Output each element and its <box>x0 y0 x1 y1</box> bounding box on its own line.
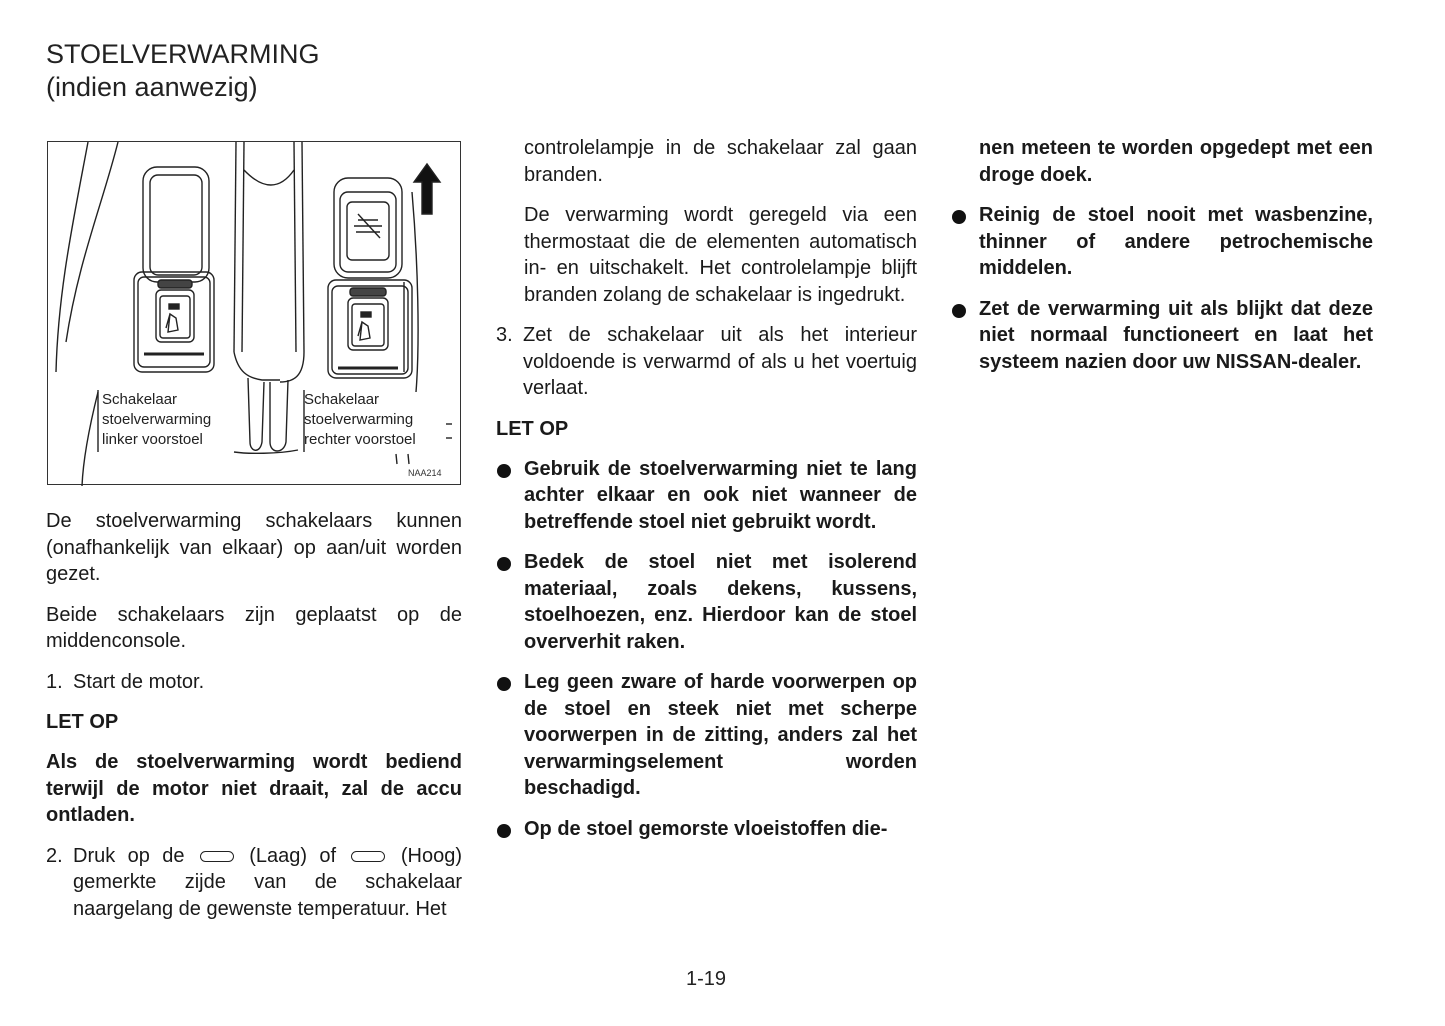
caution-heading-1: LET OP <box>46 711 119 733</box>
step-1 <box>46 669 462 696</box>
paragraph-location: Beide schakelaars zijn geplaatst op de middenconsole. <box>46 603 462 652</box>
left-upper-panel <box>143 167 209 282</box>
step-2-text-b: (Laag) of <box>249 844 337 867</box>
paragraph-thermostat: De verwarming wordt geregeld via een thermostaat die de elementen automatisch in- en uitschakelt. Het controlelampje blijft branden zolang de schakelaar is ingedrukt. <box>524 204 917 306</box>
step-2-number: 2. <box>46 844 63 867</box>
label-right-line-1: Schakelaar <box>304 391 380 408</box>
page-title <box>46 38 320 104</box>
figure-code: NAA214 <box>408 468 442 478</box>
label-left-line-2: stoelverwarming <box>102 411 212 428</box>
caution-bullet-6: Zet de verwarming uit als blijkt dat deze niet normaal functioneert en laat het systeem nazien door uw NISSAN-dealer. <box>951 296 1373 376</box>
label-right-switch <box>304 390 416 450</box>
step-1-text: Start de motor. <box>73 670 205 693</box>
caution-battery: Als de stoelverwarming wordt bediend terwijl de motor niet draait, zal de accu ontladen. <box>46 751 462 826</box>
paragraph-switches: De stoelverwarming schakelaars kunnen (onafhankelijk van elkaar) op aan/uit worden gezet. <box>46 510 462 585</box>
caution-bullet-5: Reinig de stoel nooit met wasbenzine, thinner of andere petrochemische middelen. <box>951 202 1373 282</box>
page-number: 1-19 <box>686 968 727 990</box>
step-3 <box>496 322 917 402</box>
step-2 <box>46 843 462 923</box>
switch-low-icon <box>200 851 234 862</box>
caution-bullet-1: Gebruik de stoelverwarming niet te lang achter elkaar en ook niet wanneer de betreffende stoel niet gebruikt wordt. <box>496 456 917 536</box>
label-left-line-1: Schakelaar <box>102 391 178 408</box>
label-right-line-2: stoelverwarming <box>304 411 414 428</box>
caution-heading-2: LET OP <box>496 417 569 440</box>
seat-heater-switch-illustration <box>47 141 461 485</box>
caution-bullet-2: Bedek de stoel niet met isolerend materiaal, zoals dekens, kussens, stoelhoezen, enz. Hierdoor kan de stoel oververhit raken. <box>496 549 917 655</box>
column-right <box>951 135 1373 375</box>
label-left-switch <box>102 390 211 450</box>
label-right-line-3: rechter voorstoel <box>304 431 416 448</box>
paragraph-lamp: controlelampje in de schakelaar zal gaan branden. <box>524 137 917 186</box>
title-line-2: (indien aanwezig) <box>46 72 258 102</box>
title-line-1: STOELVERWARMING <box>46 39 320 69</box>
label-left-line-3: linker voorstoel <box>102 431 203 448</box>
forward-arrow-icon <box>414 164 440 214</box>
step-2-text-c: (Hoog) gemerkte zijde van de schakelaar naargelang de gewenste temperatuur. Het <box>73 844 462 920</box>
bullet-continuation: nen meteen te worden opgedept met een droge doek. <box>979 137 1373 186</box>
caution-bullet-3: Leg geen zware of harde voorwerpen op de stoel en steek niet met scherpe voorwerpen in de zitting, anders zal het verwarmingselement worden beschadigd. <box>496 669 917 802</box>
step-3-text: Zet de schakelaar uit als het interieur voldoende is verwarmd of als u het voertuig verlaat. <box>523 324 917 399</box>
column-left <box>46 508 462 922</box>
caution-bullet-4: Op de stoel gemorste vloeistoffen die- <box>496 816 917 843</box>
column-middle <box>496 135 917 842</box>
step-3-number: 3. <box>496 324 513 346</box>
switch-high-icon <box>351 851 385 862</box>
step-2-text-a: Druk op de <box>73 844 185 867</box>
step-1-number: 1. <box>46 670 63 693</box>
